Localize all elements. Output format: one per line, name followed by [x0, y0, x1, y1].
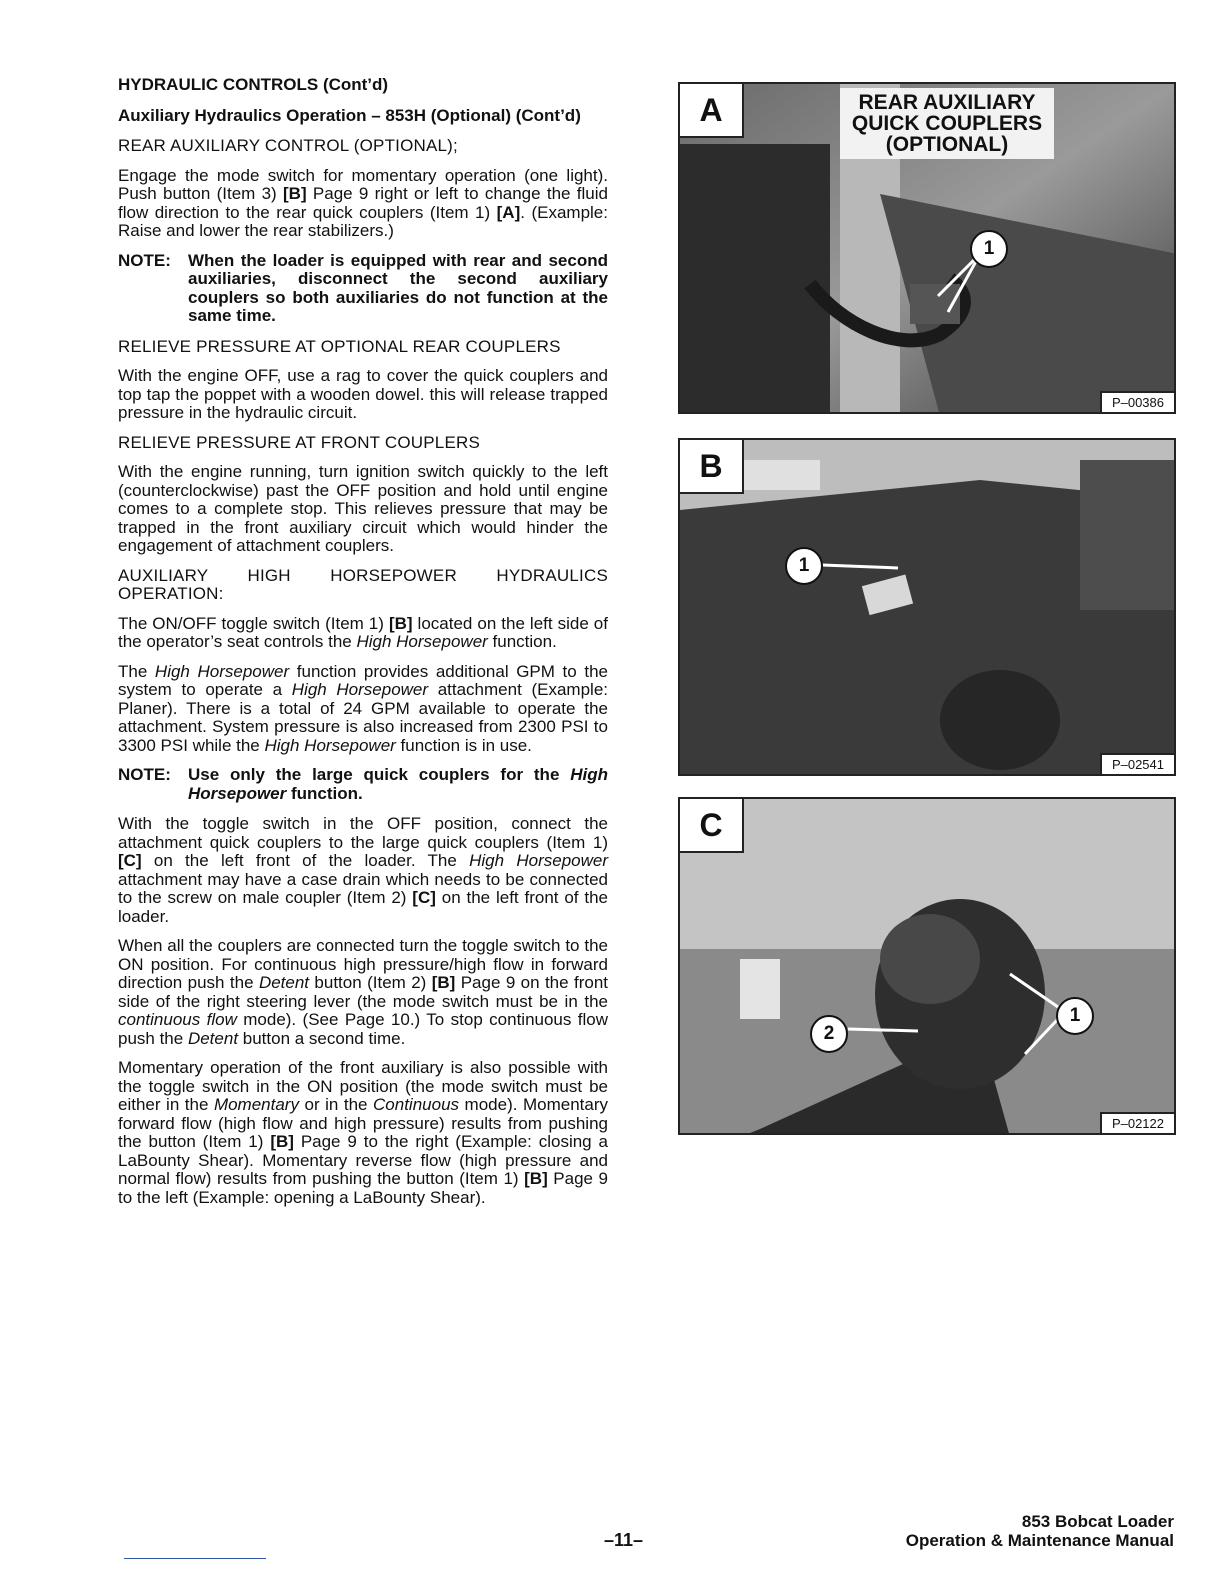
note-label: NOTE: [118, 765, 171, 784]
toggle-switch-paragraph: The ON/OFF toggle switch (Item 1) [B] located on the left side of the operator’s seat controls the High Horsepower function. [118, 613, 608, 651]
callout-1: 1 [970, 230, 1008, 268]
section-heading: HYDRAULIC CONTROLS (Cont’d) [118, 75, 389, 94]
footer-title: 853 Bobcat Loader [1021, 1512, 1174, 1531]
footer [906, 1512, 1174, 1550]
photo-a-title-line: QUICK COUPLERS [851, 112, 1043, 135]
rear-control-title: REAR AUXILIARY CONTROL (OPTIONAL); [118, 136, 458, 155]
note-label: NOTE: [118, 250, 171, 270]
photo-a-letter: A [680, 84, 744, 138]
subsection-heading: Auxiliary Hydraulics Operation – 853H (Optional) (Cont’d) [118, 105, 581, 125]
note-text: When the loader is equipped with rear and second auxiliaries, disconnect the second auxiliary couplers so both auxiliaries do not function at the same time. [188, 250, 608, 325]
note-text: Use only the large quick couplers for the High Horsepower function. [188, 765, 608, 803]
photo-b-letter: B [680, 440, 744, 494]
photo-b-number: P–02541 [1100, 753, 1174, 774]
photo-b-image [680, 440, 1176, 776]
relieve-rear-title: RELIEVE PRESSURE AT OPTIONAL REAR COUPLERS [118, 336, 561, 356]
photo-a-number: P–00386 [1100, 391, 1174, 412]
relieve-front-paragraph: With the engine running, turn ignition switch quickly to the left (counterclockwise) past the OFF position and hold until engine comes to a complete stop. This relieves pressure that may be trapped in the front auxiliary circuit which would hinder the engagement of attachment couplers. [118, 462, 608, 555]
photo-c-number: P–02122 [1100, 1112, 1174, 1133]
continuous-flow-paragraph: When all the couplers are connected turn the toggle switch to the ON position. For continuous high pressure/high flow in forward direction push the Detent button (Item 2) [B] Page 9 on the front side of the right steering lever (the mode switch must be in the continuous flow mode). (See Page 10.) To stop continuous flow push the Detent button a second time. [118, 936, 609, 1048]
high-horsepower-title: AUXILIARY HIGH HORSEPOWER HYDRAULICS OPERATION: [118, 565, 608, 603]
photo-c-front-couplers [678, 797, 1176, 1135]
callout-1: 1 [1056, 997, 1094, 1035]
photo-c-letter: C [680, 799, 744, 853]
photo-b-toggle-switch [678, 438, 1176, 776]
callout-2: 2 [810, 1015, 848, 1053]
photo-a-title-line: REAR AUXILIARY [858, 91, 1036, 114]
connect-couplers-paragraph: With the toggle switch in the OFF position, connect the attachment quick couplers to the large quick couplers (Item 1) [C] on the left front of the loader. The High Horsepower attachment may have a case drain which needs to be connected to the screw on male coupler (Item 2) [C] on the left front of the loader. [118, 814, 609, 926]
main-text-column [118, 76, 608, 1218]
photo-a-title [840, 88, 1054, 159]
callout-1: 1 [785, 547, 823, 585]
photo-c-image [680, 799, 1176, 1135]
note-large-couplers [118, 766, 608, 803]
relieve-rear-paragraph: With the engine OFF, use a rag to cover the quick couplers and top tap the poppet with a wooden dowel. this will release trapped pressure in the hydraulic circuit. [118, 366, 608, 422]
footer-subtitle: Operation & Maintenance Manual [905, 1531, 1174, 1550]
momentary-operation-paragraph: Momentary operation of the front auxiliary is also possible with the toggle switch in the ON position (the mode switch must be either in the Momentary or in the Continuous mode). Momentary forward flow (high flow and high pressure) results from pushing the button (Item 1) [B] Page 9 to the right (Example: closing a LaBounty Shear). Momentary reverse flow (high pressure and normal flow) results from pushing the button (Item 1) [B] Page 9 to the left (Example: opening a LaBounty Shear). [118, 1058, 608, 1207]
photo-a-title-line: (OPTIONAL) [885, 133, 1009, 156]
footer-rule [124, 1558, 266, 1559]
high-horsepower-function-paragraph: The High Horsepower function provides additional GPM to the system to operate a High Horsepower attachment (Example: Planer). There is a total of 24 GPM available to operate the attachment. System pressure is also increased from 2300 PSI to 3300 PSI while the High Horsepower function is in use. [118, 661, 608, 755]
photo-a-rear-couplers [678, 82, 1176, 414]
relieve-front-title: RELIEVE PRESSURE AT FRONT COUPLERS [118, 432, 481, 452]
rear-control-paragraph: Engage the mode switch for momentary operation (one light). Push button (Item 3) [B] Page 9 right or left to change the fluid flow direction to the rear quick couplers (Item 1) [A]. (Example: Raise and lower the rear stabilizers.) [118, 165, 608, 240]
note-rear-second-auxiliary [118, 252, 608, 326]
page-number: –11– [604, 1530, 644, 1550]
